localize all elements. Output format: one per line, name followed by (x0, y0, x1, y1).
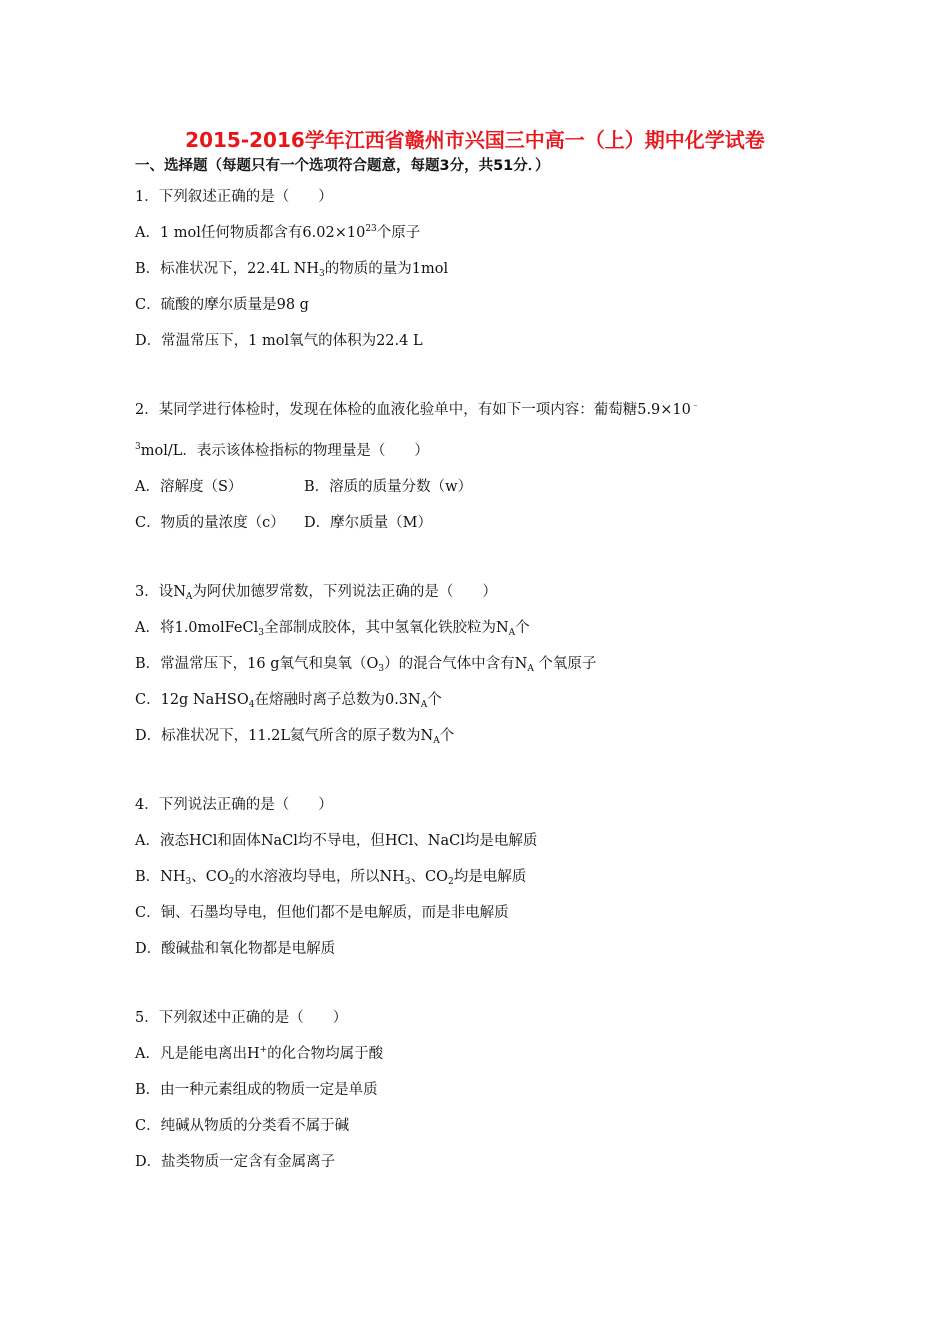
text: B．标准状况下，22.4L NH (135, 261, 320, 277)
text: 的水溶液均导电，所以NH (234, 869, 405, 885)
text: 3．设N (135, 584, 186, 600)
text: B．常温常压下，16 g氧气和臭氧（O (135, 656, 379, 672)
exam-title: 2015-2016学年江西省赣州市兴国三中高一（上）期中化学试卷 (185, 128, 765, 152)
q2-stem-line2 (135, 441, 429, 461)
q2-option-d: D．摩尔质量（M） (304, 515, 432, 531)
q1-option-b (135, 259, 448, 279)
q1-option-d: D．常温常压下，1 mol氧气的体积为22.4 L (135, 333, 423, 349)
q2-option-c: C．物质的量浓度（c） (135, 515, 285, 531)
section-heading: 一、选择题（每题只有一个选项符合题意，每题3分，共51分．） (135, 158, 550, 174)
q4-stem: 4．下列说法正确的是（ ） (135, 797, 333, 813)
q1-stem: 1．下列叙述正确的是（ ） (135, 189, 333, 205)
text: mol/L．表示该体检指标的物理量是（ ） (140, 443, 429, 459)
q5-option-c: C．纯碱从物质的分类看不属于碱 (135, 1118, 350, 1134)
text: ）的混合气体中含有N (384, 656, 528, 672)
q5-option-a (135, 1044, 383, 1064)
q2-stem-line1 (135, 400, 700, 420)
q3-stem (135, 582, 497, 602)
text: 个 (439, 728, 455, 744)
subscript: 3 (258, 628, 264, 638)
subscript: A (185, 592, 193, 602)
superscript: 23 (365, 224, 377, 234)
q3-option-c (135, 690, 442, 710)
text: 均是电解质 (453, 869, 527, 885)
text: 个 (427, 692, 442, 708)
text: D．标准状况下，11.2L氦气所含的原子数为N (135, 728, 434, 744)
text: 、CO (410, 869, 449, 885)
text: 个 (515, 620, 530, 636)
q5-stem: 5．下列叙述中正确的是（ ） (135, 1010, 348, 1026)
superscript: + (259, 1045, 268, 1055)
text: A．将1.0molFeCl (135, 620, 259, 636)
q4-option-a: A．液态HCl和固体NaCl均不导电，但HCl、NaCl均是电解质 (135, 833, 538, 849)
q4-option-d: D．酸碱盐和氧化物都是电解质 (135, 941, 336, 957)
q1-option-a (135, 223, 420, 243)
subscript: 3 (378, 664, 385, 674)
subscript: 2 (448, 877, 454, 887)
superscript: 3 (135, 442, 141, 452)
subscript: A (527, 664, 534, 674)
q3-option-d (135, 726, 454, 746)
text: 个原子 (376, 225, 421, 241)
text: 、CO (191, 869, 229, 885)
subscript: 3 (404, 877, 411, 887)
q4-option-b (135, 867, 526, 887)
text: A．1 mol任何物质都含有6.02×10 (135, 225, 366, 241)
text: B．NH (135, 869, 186, 885)
text: 个氧原子 (533, 656, 597, 672)
q5-option-d: D．盐类物质一定含有金属离子 (135, 1154, 336, 1170)
q4-option-c: C．铜、石墨均导电，但他们都不是电解质，而是非电解质 (135, 905, 509, 921)
subscript: A (420, 700, 428, 710)
q1-option-c: C．硫酸的摩尔质量是98 g (135, 297, 309, 313)
q3-option-b (135, 654, 596, 674)
subscript: A (433, 736, 440, 746)
superscript: ﹣ (690, 401, 700, 411)
q2-option-b: B．溶质的质量分数（w） (304, 479, 473, 495)
q5-option-b: B．由一种元素组成的物质一定是单质 (135, 1082, 378, 1098)
text: 的化合物均属于酸 (267, 1046, 384, 1062)
subscript: A (508, 628, 516, 638)
subscript: 2 (228, 877, 235, 887)
text: 全部制成胶体，其中氢氧化铁胶粒为N (263, 620, 509, 636)
subscript: 3 (319, 269, 325, 279)
text: C．12g NaHSO (135, 692, 249, 708)
subscript: 3 (185, 877, 192, 887)
subscript: 4 (248, 700, 255, 710)
text: 在熔融时离子总数为0.3N (254, 692, 421, 708)
q2-option-a: A．溶解度（S） (135, 479, 243, 495)
text: A．凡是能电离出H (135, 1046, 260, 1062)
text: 为阿伏加德罗常数，下列说法正确的是（ ） (192, 584, 497, 600)
q3-option-a (135, 618, 530, 638)
text: 的物质的量为1mol (324, 261, 449, 277)
text: 2．某同学进行体检时，发现在体检的血液化验单中，有如下一项内容：葡萄糖5.9×10 (135, 402, 691, 418)
